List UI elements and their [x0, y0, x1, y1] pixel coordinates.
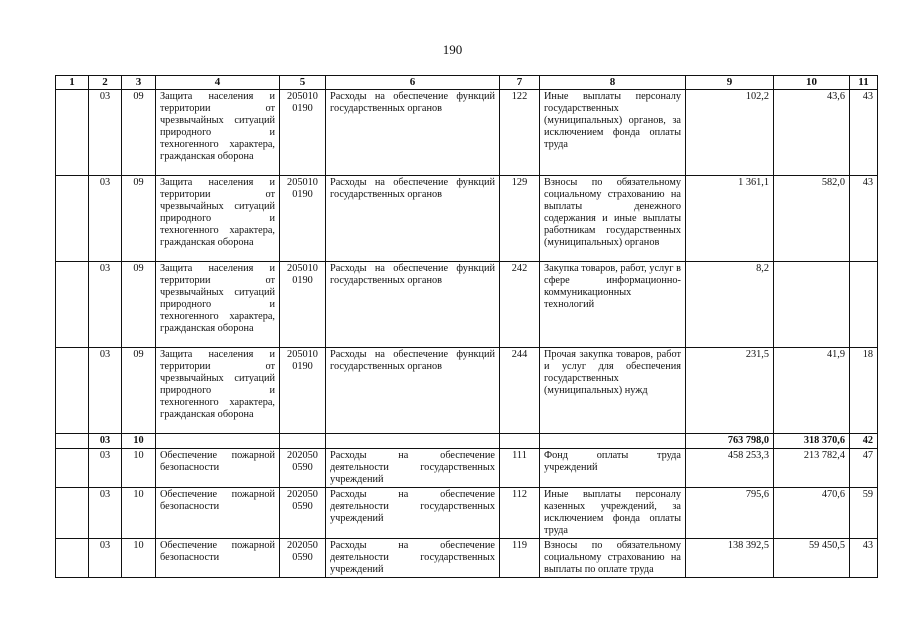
target-article-part1: 205010 [287, 177, 318, 188]
target-article-part1: 202050 [287, 540, 318, 551]
execution-percent [850, 262, 878, 348]
section-code: 03 [89, 90, 122, 176]
cell-blank [156, 434, 280, 449]
planned-amount: 1 361,1 [686, 176, 774, 262]
execution-percent: 47 [850, 449, 878, 488]
cell-blank [56, 488, 89, 539]
executed-amount: 59 450,5 [774, 539, 850, 578]
column-header: 3 [122, 76, 156, 90]
cell-blank [280, 434, 326, 449]
column-header: 4 [156, 76, 280, 90]
executed-amount: 582,0 [774, 176, 850, 262]
planned-amount: 102,2 [686, 90, 774, 176]
column-header: 5 [280, 76, 326, 90]
subsection-name: Защита населения и территории от чрезвычайных ситуаций природного и техногенного характера, гражданская оборона [156, 90, 280, 176]
section-code: 03 [89, 176, 122, 262]
subsection-code: 10 [122, 449, 156, 488]
column-header: 9 [686, 76, 774, 90]
section-code: 03 [89, 434, 122, 449]
section-code: 03 [89, 262, 122, 348]
cell-blank [56, 262, 89, 348]
section-code: 03 [89, 449, 122, 488]
cell-blank [56, 348, 89, 434]
target-article-part1: 202050 [287, 489, 318, 500]
cell-blank [56, 449, 89, 488]
column-header: 11 [850, 76, 878, 90]
expense-type-code: 122 [500, 90, 540, 176]
target-article-name: Расходы на обеспечение функций государственных органов [326, 176, 500, 262]
executed-amount: 318 370,6 [774, 434, 850, 449]
column-header: 2 [89, 76, 122, 90]
expense-type-name: Взносы по обязательному социальному страхованию на выплаты по оплате труда [540, 539, 686, 578]
expense-type-name: Фонд оплаты труда учреждений [540, 449, 686, 488]
cell-blank [56, 434, 89, 449]
column-header: 1 [56, 76, 89, 90]
planned-amount: 231,5 [686, 348, 774, 434]
target-article-part1: 205010 [287, 263, 318, 274]
subsection-code: 09 [122, 262, 156, 348]
execution-percent: 59 [850, 488, 878, 539]
target-article-name: Расходы на обеспечение функций государственных органов [326, 348, 500, 434]
table-row [56, 262, 878, 348]
expense-type-name: Закупка товаров, работ, услуг в сфере информационно-коммуникационных технологий [540, 262, 686, 348]
executed-amount: 43,6 [774, 90, 850, 176]
subsection-total-row [56, 434, 878, 449]
executed-amount [774, 262, 850, 348]
target-article-part1: 205010 [287, 91, 318, 102]
target-article-part2: 0190 [292, 189, 313, 200]
subsection-code: 09 [122, 90, 156, 176]
executed-amount: 41,9 [774, 348, 850, 434]
table-row [56, 539, 878, 578]
target-article [280, 176, 326, 262]
execution-percent: 42 [850, 434, 878, 449]
target-article [280, 539, 326, 578]
expense-type-code: 244 [500, 348, 540, 434]
planned-amount: 795,6 [686, 488, 774, 539]
target-article-part2: 0190 [292, 103, 313, 114]
planned-amount: 8,2 [686, 262, 774, 348]
target-article-name: Расходы на обеспечение функций государственных органов [326, 90, 500, 176]
table-row [56, 488, 878, 539]
execution-percent: 43 [850, 90, 878, 176]
target-article [280, 488, 326, 539]
subsection-code: 10 [122, 434, 156, 449]
table-row [56, 90, 878, 176]
target-article-part2: 0190 [292, 361, 313, 372]
target-article-part2: 0590 [292, 462, 313, 473]
execution-percent: 43 [850, 539, 878, 578]
table-row [56, 348, 878, 434]
column-header: 10 [774, 76, 850, 90]
section-code: 03 [89, 488, 122, 539]
target-article-name: Расходы на обеспечение деятельности государственных учреждений [326, 539, 500, 578]
target-article-name: Расходы на обеспечение деятельности государственных учреждений [326, 488, 500, 539]
section-code: 03 [89, 539, 122, 578]
target-article-part2: 0590 [292, 501, 313, 512]
page-number: 190 [442, 42, 463, 57]
table-row [56, 449, 878, 488]
target-article [280, 90, 326, 176]
subsection-name: Обеспечение пожарной безопасности [156, 539, 280, 578]
subsection-code: 09 [122, 176, 156, 262]
subsection-name: Защита населения и территории от чрезвычайных ситуаций природного и техногенного характера, гражданская оборона [156, 262, 280, 348]
target-article [280, 348, 326, 434]
budget-table [55, 75, 878, 578]
target-article-part1: 205010 [287, 349, 318, 360]
subsection-name: Защита населения и территории от чрезвычайных ситуаций природного и техногенного характера, гражданская оборона [156, 176, 280, 262]
column-header: 6 [326, 76, 500, 90]
target-article-name: Расходы на обеспечение функций государственных органов [326, 262, 500, 348]
expense-type-code: 111 [500, 449, 540, 488]
expense-type-code: 129 [500, 176, 540, 262]
expense-type-name: Прочая закупка товаров, работ и услуг для обеспечения государственных (муниципальных) нужд [540, 348, 686, 434]
planned-amount: 763 798,0 [686, 434, 774, 449]
expense-type-code: 119 [500, 539, 540, 578]
executed-amount: 213 782,4 [774, 449, 850, 488]
cell-blank [56, 176, 89, 262]
column-header: 7 [500, 76, 540, 90]
column-header: 8 [540, 76, 686, 90]
target-article-part2: 0190 [292, 275, 313, 286]
cell-blank [56, 539, 89, 578]
target-article-part1: 202050 [287, 450, 318, 461]
expense-type-name: Взносы по обязательному социальному страхованию на выплаты денежного содержания и иные выплаты работникам государственных (муниципальных) органов [540, 176, 686, 262]
expense-type-code: 112 [500, 488, 540, 539]
expense-type-name: Иные выплаты персоналу государственных (муниципальных) органов, за исключением фонда оплаты труда [540, 90, 686, 176]
table-row [56, 176, 878, 262]
target-article-part2: 0590 [292, 552, 313, 563]
target-article [280, 449, 326, 488]
executed-amount: 470,6 [774, 488, 850, 539]
cell-blank [326, 434, 500, 449]
cell-blank [500, 434, 540, 449]
planned-amount: 458 253,3 [686, 449, 774, 488]
subsection-code: 10 [122, 539, 156, 578]
cell-blank [540, 434, 686, 449]
target-article-name: Расходы на обеспечение деятельности государственных учреждений [326, 449, 500, 488]
planned-amount: 138 392,5 [686, 539, 774, 578]
subsection-name: Защита населения и территории от чрезвычайных ситуаций природного и техногенного характера, гражданская оборона [156, 348, 280, 434]
expense-type-code: 242 [500, 262, 540, 348]
expense-type-name: Иные выплаты персоналу казенных учреждений, за исключением фонда оплаты труда [540, 488, 686, 539]
subsection-code: 09 [122, 348, 156, 434]
cell-blank [56, 90, 89, 176]
execution-percent: 18 [850, 348, 878, 434]
subsection-name: Обеспечение пожарной безопасности [156, 488, 280, 539]
section-code: 03 [89, 348, 122, 434]
execution-percent: 43 [850, 176, 878, 262]
target-article [280, 262, 326, 348]
subsection-code: 10 [122, 488, 156, 539]
subsection-name: Обеспечение пожарной безопасности [156, 449, 280, 488]
header-row [56, 76, 878, 90]
